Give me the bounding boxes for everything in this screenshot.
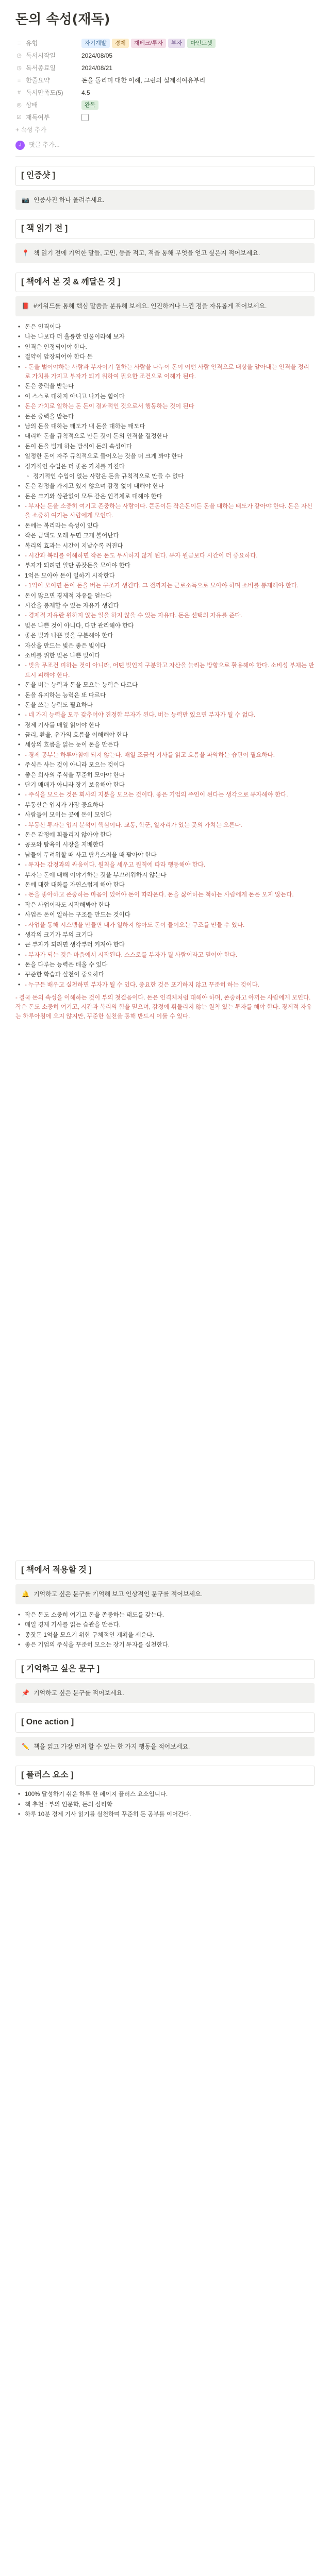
list-item: • 돈은 중력을 받는다 bbox=[15, 382, 315, 391]
list-item: • - 부자가 되는 것은 마음에서 시작된다. 스스로를 부자가 될 사람이라고 믿어야 한다. bbox=[15, 951, 315, 960]
callout-text: 기억하고 싶은 문구를 기억해 보고 인상적인 문구를 적어보세요. bbox=[33, 1590, 203, 1598]
property-value[interactable] bbox=[81, 88, 90, 98]
list-item: • 큰 부자가 되려면 생각부터 커져야 한다 bbox=[15, 940, 315, 950]
callout-text: 인증사진 하나 올려주세요. bbox=[33, 196, 105, 204]
list-item: • 돈은 감정을 가지고 있지 않으며 감정 없이 대해야 한다 bbox=[15, 482, 315, 491]
list-item: • 돈에는 복리라는 속성이 있다 bbox=[15, 521, 315, 531]
list-item: • 나는 나보다 더 훌륭한 인물이라해 보자 bbox=[15, 332, 315, 342]
remember-callout bbox=[15, 1683, 315, 1703]
section-apply: [ 책에서 적용할 것 ] bbox=[15, 1561, 315, 1581]
list-item: • 돈을 다루는 능력은 배울 수 있다 bbox=[15, 960, 315, 970]
property-value-text: 4.5 bbox=[81, 89, 90, 96]
list-item: • 세상의 흐름을 읽는 눈이 돈을 만든다 bbox=[15, 740, 315, 750]
list-item: • 돈은 중력을 받는다 bbox=[15, 412, 315, 421]
list-item: • 남의 돈을 대하는 태도가 내 돈을 대하는 태도다 bbox=[15, 422, 315, 431]
property-key bbox=[15, 63, 81, 73]
list-item: • 단기 매매가 아니라 장기 보유해야 한다 bbox=[15, 781, 315, 790]
content-list bbox=[15, 323, 315, 990]
list-item: • - 1억이 모이면 돈이 돈을 버는 구조가 생긴다. 그 전까지는 근로소득으로 모아야 하며 소비를 통제해야 한다. bbox=[15, 581, 315, 590]
section-before: [ 책 읽기 전 ] bbox=[15, 219, 315, 239]
list-item: • 돈을 유지하는 능력은 또 다르다 bbox=[15, 691, 315, 700]
list-item: • 작은 사업이라도 시작해봐야 한다 bbox=[15, 901, 315, 910]
list-item: • 생각의 크기가 부의 크기다 bbox=[15, 930, 315, 940]
property-key-label: 독서시작일 bbox=[26, 52, 56, 59]
property-icon: ◷ bbox=[16, 52, 22, 59]
property-tag[interactable]: 경제 bbox=[112, 39, 129, 48]
camera-icon: 📷 bbox=[22, 196, 29, 204]
callout-text: #키워드를 통해 핵심 말씀을 분류해 보세요. 인진하거나 느낀 점을 자유롭게 적어보세요. bbox=[33, 302, 267, 310]
property-value[interactable] bbox=[81, 114, 89, 121]
property-icon: ☑ bbox=[16, 114, 22, 121]
list-item: • - 빚을 무조건 피하는 것이 아니라, 어떤 빚인지 구분하고 자산을 늘리는 방향으로 활용해야 한다. 소비성 부채는 반드시 피해야 한다. bbox=[15, 661, 315, 680]
list-item: • 시간을 통제할 수 있는 자유가 생긴다 bbox=[15, 601, 315, 611]
property-row[interactable] bbox=[15, 87, 315, 99]
property-tag[interactable]: 재테크/투자 bbox=[131, 39, 166, 48]
list-item: • - 누구든 배우고 실천하면 부자가 될 수 있다. 중요한 것은 포기하지 않고 꾸준히 하는 것이다. bbox=[15, 980, 315, 990]
property-row[interactable] bbox=[15, 99, 315, 111]
property-row[interactable] bbox=[15, 111, 315, 124]
blank-area bbox=[15, 1026, 315, 1551]
list-item: • 돈을 버는 능력과 돈을 모으는 능력은 다르다 bbox=[15, 681, 315, 690]
list-item: • 좋은 기업의 주식을 꾸준히 모으는 장기 투자를 실천한다. bbox=[15, 1640, 315, 1650]
list-item: • 돈은 크기와 상관없이 모두 같은 인격체로 대해야 한다 bbox=[15, 492, 315, 501]
list-item: ◦ 정기적인 수입이 없는 사람은 돈을 규칙적으로 만들 수 없다 bbox=[15, 472, 315, 481]
list-item: • 금리, 환율, 유가의 흐름을 이해해야 한다 bbox=[15, 731, 315, 740]
property-icon: ◎ bbox=[16, 101, 22, 108]
pencil-icon: ✏️ bbox=[22, 1742, 29, 1750]
list-item: • 돈에 대한 대화를 자연스럽게 해야 한다 bbox=[15, 880, 315, 890]
list-item: • 좋은 회사의 주식을 꾸준히 모아야 한다 bbox=[15, 771, 315, 780]
list-item: • 인격은 인정되어야 한다. bbox=[15, 343, 315, 352]
list-item: • 돈이 돈을 벌게 하는 방식이 돈의 속성이다 bbox=[15, 442, 315, 451]
property-row[interactable] bbox=[15, 37, 315, 49]
property-value[interactable] bbox=[81, 63, 112, 73]
list-item: • - 경제 공부는 하루아침에 되지 않는다. 매일 조금씩 기사를 읽고 흐름을 파악하는 습관이 필요하다. bbox=[15, 751, 315, 760]
property-row[interactable] bbox=[15, 62, 315, 74]
property-value-text: 2024/08/05 bbox=[81, 52, 113, 59]
property-tag[interactable]: 부자 bbox=[168, 39, 185, 48]
page-title: 돈의 속성(재독) bbox=[15, 12, 110, 27]
list-item: • 돈은 감정에 휘둘리지 않아야 한다 bbox=[15, 831, 315, 840]
property-key-label: 한줄요약 bbox=[26, 77, 50, 84]
list-item: • 남들이 두려워할 때 사고 탐욕스러울 때 팔아야 한다 bbox=[15, 851, 315, 860]
apply-callout bbox=[15, 1584, 315, 1604]
section-remember: [ 기억하고 싶은 문구 ] bbox=[15, 1659, 315, 1680]
property-value[interactable] bbox=[81, 51, 112, 61]
list-item: • 작은 금액도 오래 두면 크게 불어난다 bbox=[15, 531, 315, 540]
callout-text: 기억하고 싶은 문구를 적어보세요. bbox=[33, 1689, 124, 1697]
reread-checkbox[interactable] bbox=[81, 114, 89, 121]
property-row[interactable] bbox=[15, 49, 315, 62]
callout-text: 책을 읽고 가장 먼저 할 수 있는 한 가지 행동을 적어보세요. bbox=[33, 1742, 190, 1750]
list-item: • 경제 기사를 매일 읽어야 한다 bbox=[15, 721, 315, 730]
property-value-text: 2024/08/21 bbox=[81, 64, 113, 72]
list-item: • 빚은 나쁜 것이 아니다, 다만 관리해야 한다 bbox=[15, 621, 315, 631]
list-item: • 일정한 돈이 자주 규칙적으로 들어오는 것을 더 크게 봐야 한다 bbox=[15, 452, 315, 461]
avatar: J bbox=[15, 141, 25, 150]
comment-placeholder: 댓글 추가... bbox=[29, 141, 60, 149]
callout-text: 책 읽기 전에 기억한 말들, 고민, 등을 적고, 적을 통해 무엇을 얻고 싶은지 적어보세요. bbox=[33, 249, 260, 257]
section-content: [ 책에서 본 것 & 깨달은 것 ] bbox=[15, 273, 315, 293]
list-item: • 부자는 돈에 대해 이야기하는 것을 부끄러워하지 않는다 bbox=[15, 871, 315, 880]
content-callout bbox=[15, 296, 315, 316]
property-key-label: 독서종료일 bbox=[26, 64, 56, 72]
list-item: • 부자가 되려면 일단 종잣돈을 모아야 한다 bbox=[15, 561, 315, 570]
property-key-label: 독서만족도(5) bbox=[26, 89, 63, 96]
property-row[interactable] bbox=[15, 74, 315, 87]
property-value[interactable] bbox=[81, 100, 98, 110]
property-tag[interactable]: 자기계발 bbox=[81, 39, 110, 48]
property-tag[interactable]: 완독 bbox=[81, 100, 98, 110]
list-item: • 돈이 많으면 경제적 자유를 얻는다 bbox=[15, 591, 315, 601]
property-key bbox=[15, 88, 81, 98]
list-item: • 돈은 인격이다 bbox=[15, 323, 315, 332]
section-proof: [ 인증샷 ] bbox=[15, 166, 315, 186]
property-key-label: 재독여부 bbox=[26, 114, 50, 121]
list-item: • 돈을 쓰는 능력도 필요하다 bbox=[15, 701, 315, 710]
list-item: • 사업은 돈이 일하는 구조를 만드는 것이다 bbox=[15, 910, 315, 920]
property-key bbox=[15, 113, 81, 123]
list-item: • 자산을 만드는 빚은 좋은 빚이다 bbox=[15, 641, 315, 651]
plus-list bbox=[15, 1790, 315, 1819]
property-key bbox=[15, 76, 81, 86]
list-item: • 대리해 돈을 규칙적으로 만든 것이 돈의 인격을 결정한다 bbox=[15, 432, 315, 441]
list-item: • 복리의 효과는 시간이 지날수록 커진다 bbox=[15, 541, 315, 551]
bell-icon: 🔔 bbox=[22, 1590, 29, 1598]
list-item: • - 주식을 모으는 것은 회사의 지분을 모으는 것이다. 좋은 기업의 주인이 된다는 생각으로 투자해야 한다. bbox=[15, 790, 315, 800]
list-item: • 부동산은 입지가 가장 중요하다 bbox=[15, 801, 315, 810]
pushpin-icon: 📌 bbox=[22, 1689, 29, 1697]
list-item: • 이 스스로 대하지 아니고 나가는 힘이다 bbox=[15, 392, 315, 401]
property-tag[interactable]: 마인드셋 bbox=[187, 39, 216, 48]
book-icon: 📕 bbox=[22, 302, 29, 310]
list-item: • 절약이 앞장되어야 한다 돈 bbox=[15, 352, 315, 362]
list-item: • 공포와 탐욕이 시장을 지배한다 bbox=[15, 840, 315, 850]
list-item: • - 부자는 돈을 소중히 여기고 존중하는 사람이다. 큰돈이든 작은돈이든 돈을 대하는 태도가 같아야 한다. 돈은 자신을 소중히 여기는 사람에게 모인다. bbox=[15, 502, 315, 521]
list-item: • 작은 돈도 소중히 여기고 돈을 존중하는 태도를 갖는다. bbox=[15, 1611, 315, 1620]
property-value[interactable] bbox=[81, 39, 216, 48]
list-item: • - 돈을 벌어야하는 사람과 부자이기 원하는 사람을 나누어 돈이 어떤 사람 인격으로 대상을 알아내는 인격을 정리로 가치를 가지고 부자가 되기 위하여 필요한 조건으로 이해가 된다. bbox=[15, 363, 315, 382]
list-item: • - 시간과 복리를 이해하면 작은 돈도 무시하지 않게 된다. 투자 원금보다 시간이 더 중요하다. bbox=[15, 551, 315, 561]
property-key-label: 상태 bbox=[26, 101, 38, 109]
list-item: • 100% 달성하기 쉬운 하루 한 페이지 플러스 요소입니다. bbox=[15, 1790, 315, 1799]
property-key bbox=[15, 51, 81, 61]
proof-callout bbox=[15, 190, 315, 210]
list-item: • - 돈을 좋아하고 존중하는 마음이 있어야 돈이 따라온다. 돈을 싫어하는 척하는 사람에게 돈은 오지 않는다. bbox=[15, 890, 315, 900]
list-item: • 책 추천 : 부의 인문학, 돈의 심리학 bbox=[15, 1800, 315, 1809]
property-value[interactable] bbox=[81, 76, 205, 86]
list-item: • - 네 가지 능력을 모두 갖추어야 진정한 부자가 된다. 버는 능력만 있으면 부자가 될 수 없다. bbox=[15, 710, 315, 720]
list-item: • 매일 경제 기사를 읽는 습관을 만든다. bbox=[15, 1620, 315, 1630]
content-summary: - 결국 돈의 속성을 이해하는 것이 부의 첫걸음이다. 돈은 인격체처럼 대해야 하며, 존중하고 아끼는 사람에게 모인다. 작은 돈도 소중히 여기고, 시간과 복리의 힘을 믿으며, 감정에 휘둘리지 않는 원칙 있는 투자를 해야 한다. 경제적 자유는 하루아침에 오지 않지만, 꾸준한 실천을 통해 반드시 이룰 수 있다. bbox=[15, 995, 312, 1020]
list-item: • - 사업을 통해 시스템을 만들면 내가 일하지 않아도 돈이 들어오는 구조를 만들 수 있다. bbox=[15, 921, 315, 930]
before-callout bbox=[15, 243, 315, 263]
list-item: • - 투자는 감정과의 싸움이다. 원칙을 세우고 원칙에 따라 행동해야 한다. bbox=[15, 860, 315, 870]
oneaction-callout bbox=[15, 1737, 315, 1757]
divider bbox=[15, 156, 315, 157]
list-item: • 주식은 사는 것이 아니라 모으는 것이다 bbox=[15, 760, 315, 770]
properties bbox=[15, 37, 315, 124]
apply-list bbox=[15, 1611, 315, 1650]
list-item: • - 부동산 투자는 입지 분석이 핵심이다. 교통, 학군, 일자리가 있는 곳의 가치는 오른다. bbox=[15, 821, 315, 830]
list-item: • 하루 10분 경제 기사 읽기를 실천하며 꾸준히 돈 공부를 이어간다. bbox=[15, 1810, 315, 1819]
list-item: • 좋은 빚과 나쁜 빚을 구분해야 한다 bbox=[15, 631, 315, 640]
add-property-button[interactable]: + 속성 추가 bbox=[15, 126, 47, 133]
property-key bbox=[15, 39, 81, 48]
list-item: • 사람들이 모이는 곳에 돈이 모인다 bbox=[15, 810, 315, 820]
pin-icon: 📍 bbox=[22, 249, 29, 257]
list-item: • 1억은 모아야 돈이 일하기 시작한다 bbox=[15, 571, 315, 581]
property-key-label: 유형 bbox=[26, 40, 38, 47]
comment-row[interactable] bbox=[15, 140, 315, 150]
property-value-text: 돈을 돌리며 대한 이해, 그런의 실제적여유부리 bbox=[81, 77, 206, 84]
property-key bbox=[15, 100, 81, 110]
list-item: • 돈은 가치로 일하는 돈 돈이 결과적인 것으로서 행동하는 것이 된다 bbox=[15, 402, 315, 411]
list-item: • 종잣돈 1억을 모으기 위한 구체적인 계획을 세운다. bbox=[15, 1631, 315, 1640]
section-plus: [ 플러스 요소 ] bbox=[15, 1766, 315, 1786]
property-icon: ≡ bbox=[17, 40, 21, 46]
property-icon: ≡ bbox=[17, 77, 21, 83]
section-oneaction: [ One action ] bbox=[15, 1713, 315, 1733]
list-item: • 꾸준한 학습과 실천이 중요하다 bbox=[15, 970, 315, 979]
list-item: • 정기적인 수입은 더 좋은 가치를 가진다 bbox=[15, 462, 315, 471]
list-item: • 소비를 위한 빚은 나쁜 빚이다 bbox=[15, 651, 315, 660]
property-icon: # bbox=[17, 89, 21, 96]
property-icon: ◷ bbox=[16, 64, 22, 71]
list-item: • - 경제적 자유란 원하지 않는 일을 하지 않을 수 있는 자유다. 돈은 선택의 자유를 준다. bbox=[15, 611, 315, 620]
